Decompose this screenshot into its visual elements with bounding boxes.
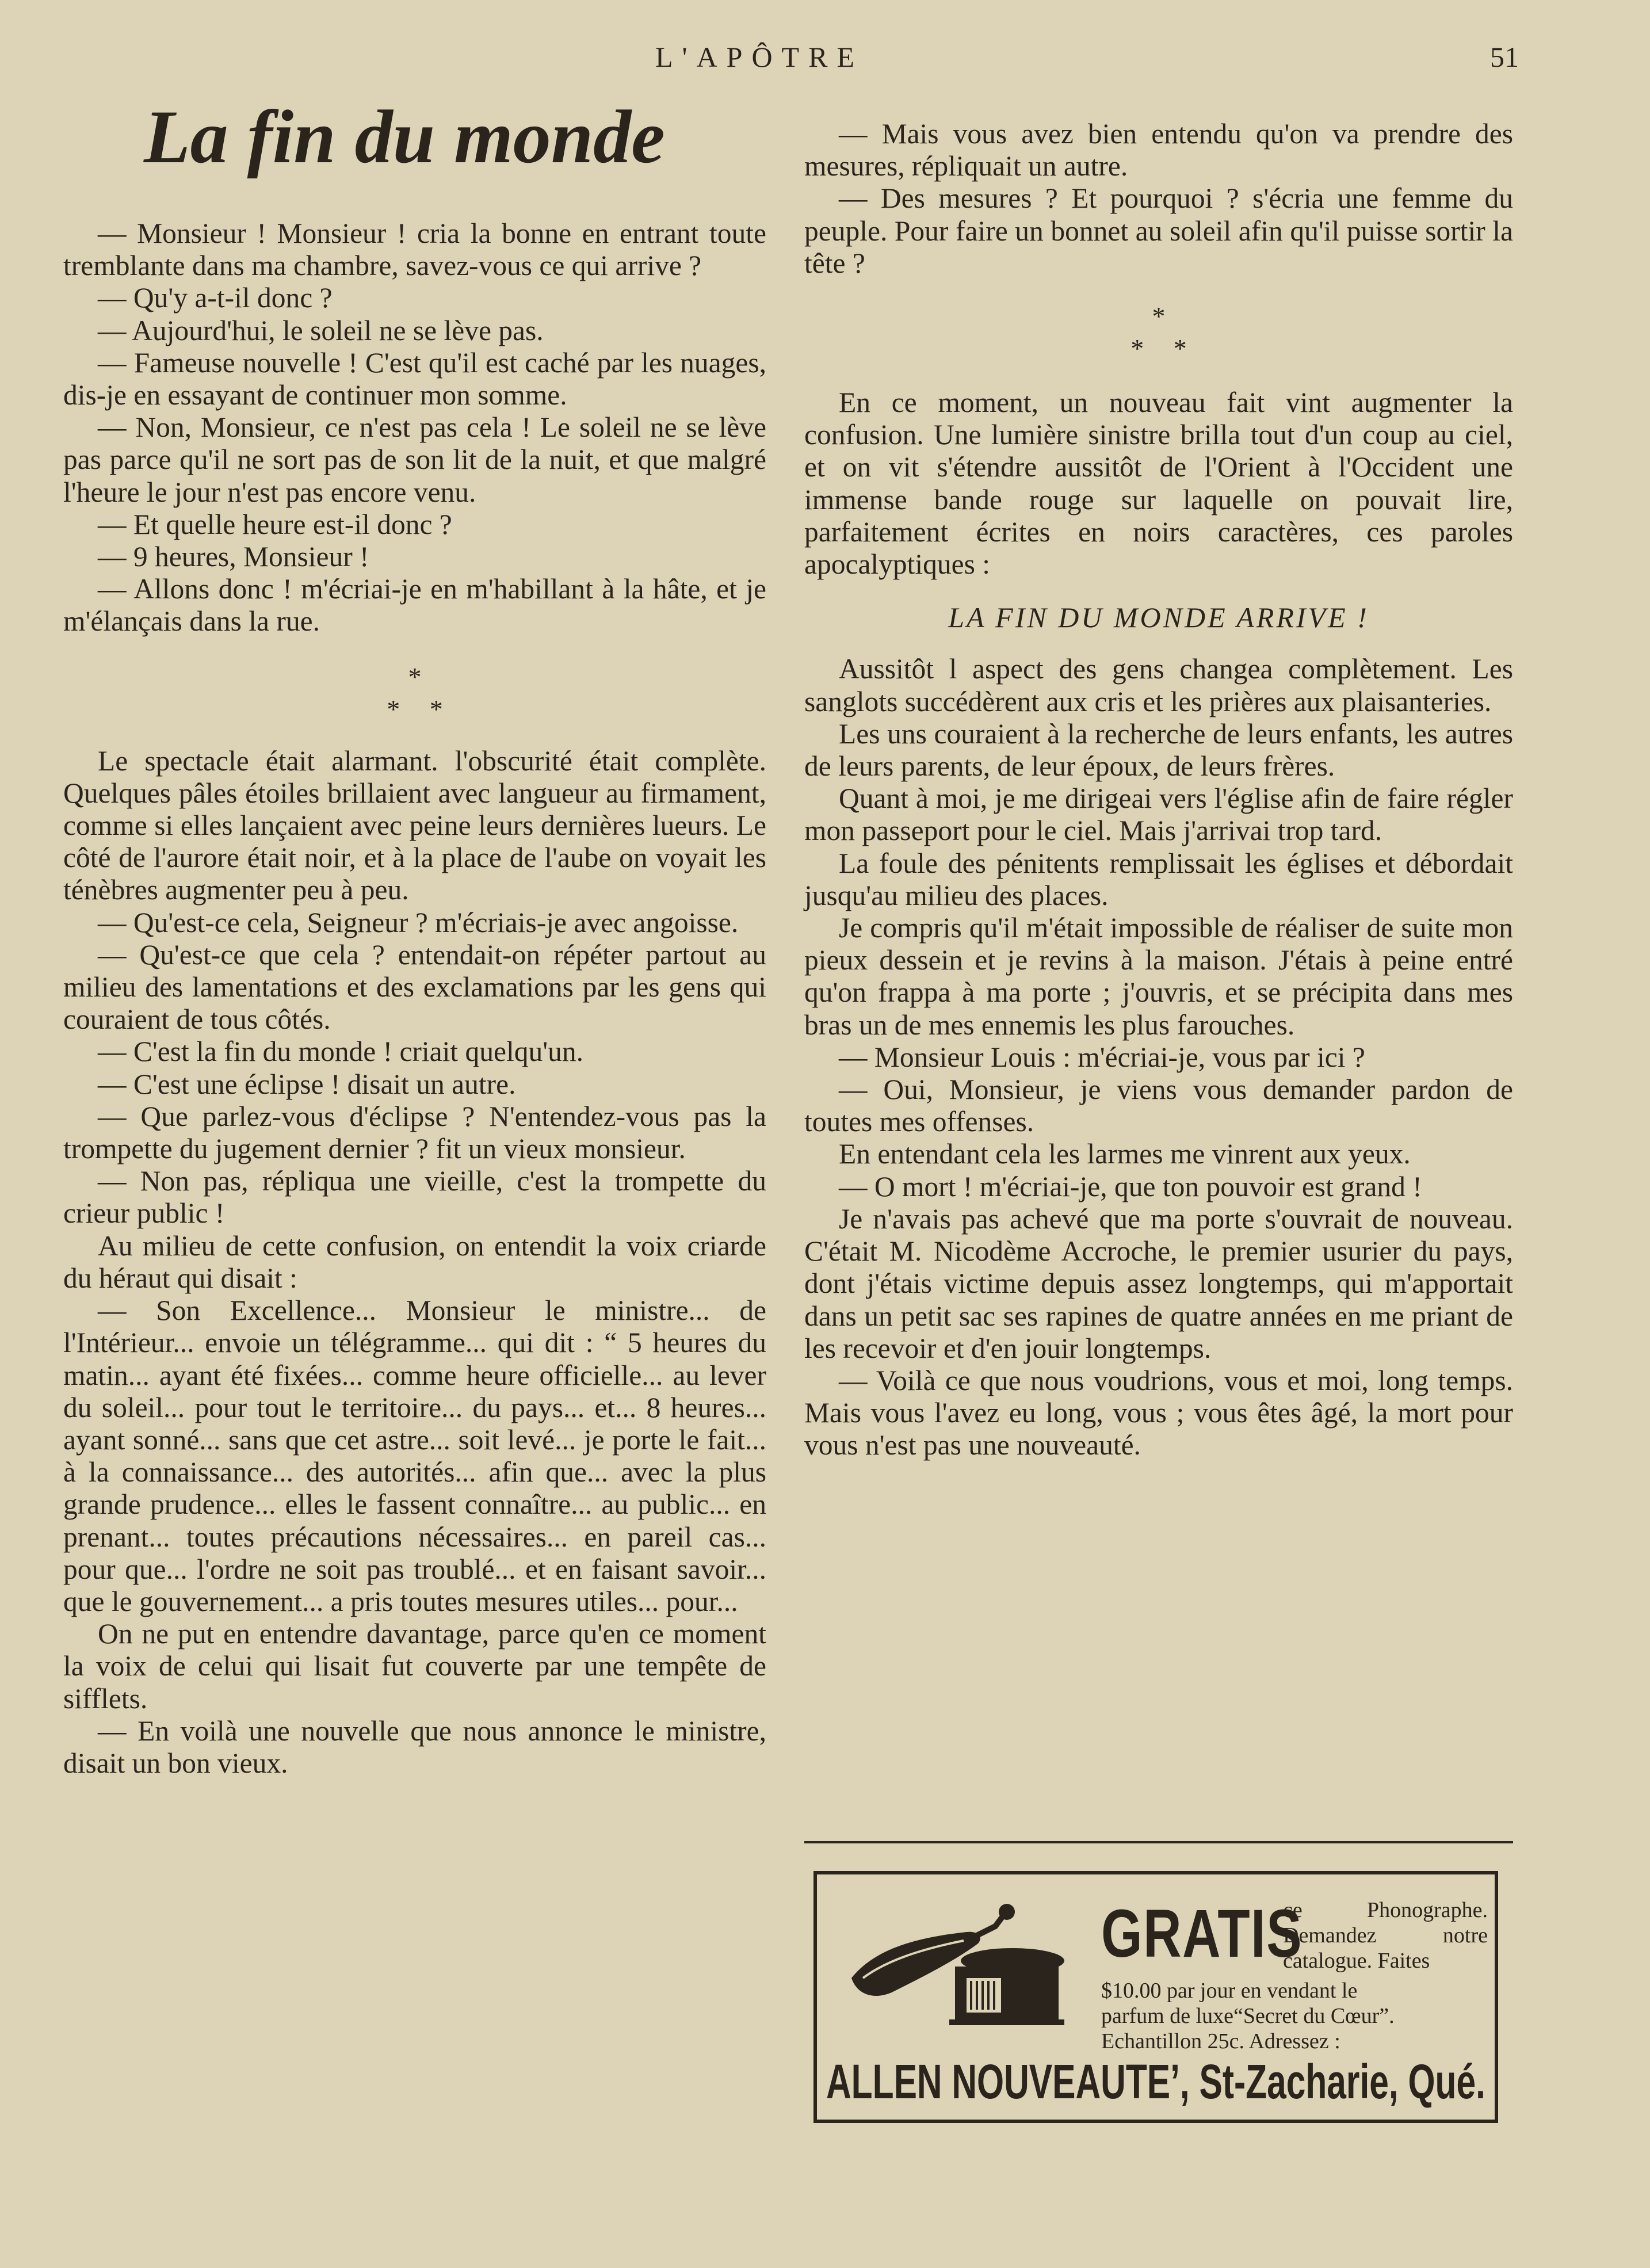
paragraph: — Mais vous avez bien entendu qu'on va prendre des mesures, répliquait un autre. <box>804 118 1513 182</box>
article-title: La fin du monde <box>144 94 665 179</box>
paragraph: — Que parlez-vous d'éclipse ? N'entendez-vous pas la trompette du jugement dernier ? fit un vieux monsieur. <box>63 1100 766 1165</box>
asterisk-top: * <box>1152 301 1166 331</box>
paragraph: La foule des pénitents remplissait les églises et débordait jusqu'au milieu des places. <box>804 847 1513 911</box>
paragraph: — O mort ! m'écriai-je, que ton pouvoir est grand ! <box>839 1170 1422 1202</box>
column-divider-rule <box>804 1841 1513 1843</box>
paragraph: — Non pas, répliqua une vieille, c'est la trompette du crieur public ! <box>63 1165 766 1230</box>
running-header: L'APÔTRE <box>655 41 864 73</box>
section-break <box>63 661 766 726</box>
paragraph: — Fameuse nouvelle ! C'est qu'il est caché par les nuages, dis-je en essayant de continuer mon somme. <box>63 346 766 411</box>
ad-copy: ce Phonographe. Demandez notre catalogue. Faites <box>1283 1898 1488 1973</box>
paragraph: — Aujourd'hui, le soleil ne se lève pas. <box>98 314 544 346</box>
ad-copy-line: Echantillon 25c. Adressez : <box>1101 2029 1340 2053</box>
paragraph: — Non, Monsieur, ce n'est pas cela ! Le soleil ne se lève pas parce qu'il ne sort pas de son lit de la nuit, et que malgré l'heure le jour n'est pas encore venu. <box>63 411 766 508</box>
advertisement-box <box>813 1871 1498 2123</box>
paragraph: — 9 heures, Monsieur ! <box>98 541 369 573</box>
asterisk-bottom: * * <box>1130 334 1187 364</box>
paragraph: — Son Excellence... Monsieur le ministre... de l'Intérieur... envoie un télégramme... qui dit : “ 5 heures du matin... ayant été fixées... comme heure officielle... au lever du soleil... pour tout le territoire... du pays... et... 8 heures... ayant sonné... sans que cet astre... soit levé... je porte le fait... à la connaissance... des autorités... afin que... avec la plus grande prudence... elles le fassent connaître... au public... en prenant... toutes précautions nécessaires... en pareil cas... pour que... l'ordre ne soit pas troublé... et en faisant savoir... que le gouvernement... a pris toutes mesures utiles... pour... <box>63 1295 766 1617</box>
paragraph: Le spectacle était alarmant. l'obscurité était complète. Quelques pâles étoiles brillaient avec langueur au firmament, comme si elles lançaient avec peine leurs dernières lueurs. Le côté de l'aurore était noir, et à la place de l'aube on voyait les ténèbres augmenter peu à peu. <box>63 744 766 906</box>
paragraph: — C'est la fin du monde ! criait quelqu'un. <box>98 1036 584 1068</box>
paragraph: En entendant cela les larmes me vinrent aux yeux. <box>839 1138 1411 1170</box>
paragraph: En ce moment, un nouveau fait vint augmenter la confusion. Une lumière sinistre brilla tout d'un coup au ciel, et on vit s'étendre aussitôt de l'Orient à l'Occident une immense bande rouge sur laquelle on pouvait lire, parfaitement écrites en noirs caractères, ces paroles apocalyptiques : <box>804 387 1513 581</box>
paragraph: — Qu'est-ce que cela ? entendait-on répéter partout au milieu des lamentations et des exclamations par les gens qui couraient de tous côtés. <box>63 938 766 1036</box>
paragraph: Je n'avais pas achevé que ma porte s'ouvrait de nouveau. C'était M. Nicodème Accroche, le premier usurier du pays, dont j'étais victime depuis assez longtemps, qui m'apportait dans un petit sac ses rapines de quatre années en me priant de les recevoir et d'en jouir longtemps. <box>804 1202 1513 1364</box>
paragraph: — Voilà ce que nous voudrions, vous et moi, long temps. Mais vous l'avez eu long, vous ; vous êtes âgé, la mort pour vous n'est pas une nouveauté. <box>804 1364 1513 1461</box>
paragraph: — C'est une éclipse ! disait un autre. <box>98 1068 516 1100</box>
paragraph: — Monsieur ! Monsieur ! cria la bonne en entrant toute tremblante dans ma chambre, savez-vous ce qui arrive ? <box>63 217 766 282</box>
paragraph: — Allons donc ! m'écriai-je en m'habillant à la hâte, et je m'élançais dans la rue. <box>63 573 766 637</box>
paragraph: — Et quelle heure est-il donc ? <box>98 508 452 540</box>
paragraph: — En voilà une nouvelle que nous annonce le ministre, disait un bon vieux. <box>63 1715 766 1779</box>
announcement-heading: LA FIN DU MONDE ARRIVE ! <box>948 601 1369 634</box>
ad-address: ALLEN NOUVEAUTEʼ, St-Zacharie, Qué. <box>826 2055 1485 2109</box>
paragraph: — Qu'est-ce cela, Seigneur ? m'écriais-je avec angoisse. <box>98 906 739 938</box>
ad-headline: GRATIS <box>1101 1896 1303 1972</box>
phonograph-icon <box>840 1892 1070 2036</box>
paragraph: Aussitôt l aspect des gens changea complètement. Les sanglots succédèrent aux cris et les prières aux plaisanteries. <box>804 653 1513 717</box>
page-number: 51 <box>1490 41 1519 73</box>
paragraph: Je compris qu'il m'était impossible de réaliser de suite mon pieux dessein et je revins à la maison. J'étais à peine entré qu'on frappa à ma porte ; j'ouvris, et se précipita dans mes bras un de mes ennemis les plus farouches. <box>804 912 1513 1041</box>
section-break <box>804 300 1513 365</box>
paragraph: — Monsieur Louis : m'écriai-je, vous par ici ? <box>839 1041 1365 1073</box>
ad-copy-line: $10.00 par jour en vendant le <box>1101 1979 1358 2003</box>
paragraph: — Oui, Monsieur, je viens vous demander pardon de toutes mes offenses. <box>804 1074 1513 1138</box>
right-column <box>804 118 1513 1462</box>
ad-copy-line: parfum de luxe“Secret du Cœur”. <box>1101 2004 1395 2028</box>
paragraph: Quant à moi, je me dirigeai vers l'église afin de faire régler mon passeport pour le ciel. Mais j'arrivai trop tard. <box>804 782 1513 847</box>
ad-copy-continued <box>1101 1978 1488 2054</box>
paragraph: Au milieu de cette confusion, on entendit la voix criarde du héraut qui disait : <box>63 1230 766 1294</box>
paragraph: On ne put en entendre davantage, parce qu'en ce moment la voix de celui qui lisait fut couverte par une tempête de sifflets. <box>63 1618 766 1715</box>
paragraph: — Qu'y a-t-il donc ? <box>98 282 333 314</box>
paragraph: — Des mesures ? Et pourquoi ? s'écria une femme du peuple. Pour faire un bonnet au soleil afin qu'il puisse sortir la tête ? <box>804 182 1513 279</box>
asterisk-bottom: * * <box>387 694 443 724</box>
left-column <box>63 217 766 1780</box>
asterisk-top: * <box>408 662 422 692</box>
paragraph: Les uns couraient à la recherche de leurs enfants, les autres de leurs parents, de leur époux, de leurs frères. <box>804 717 1513 782</box>
